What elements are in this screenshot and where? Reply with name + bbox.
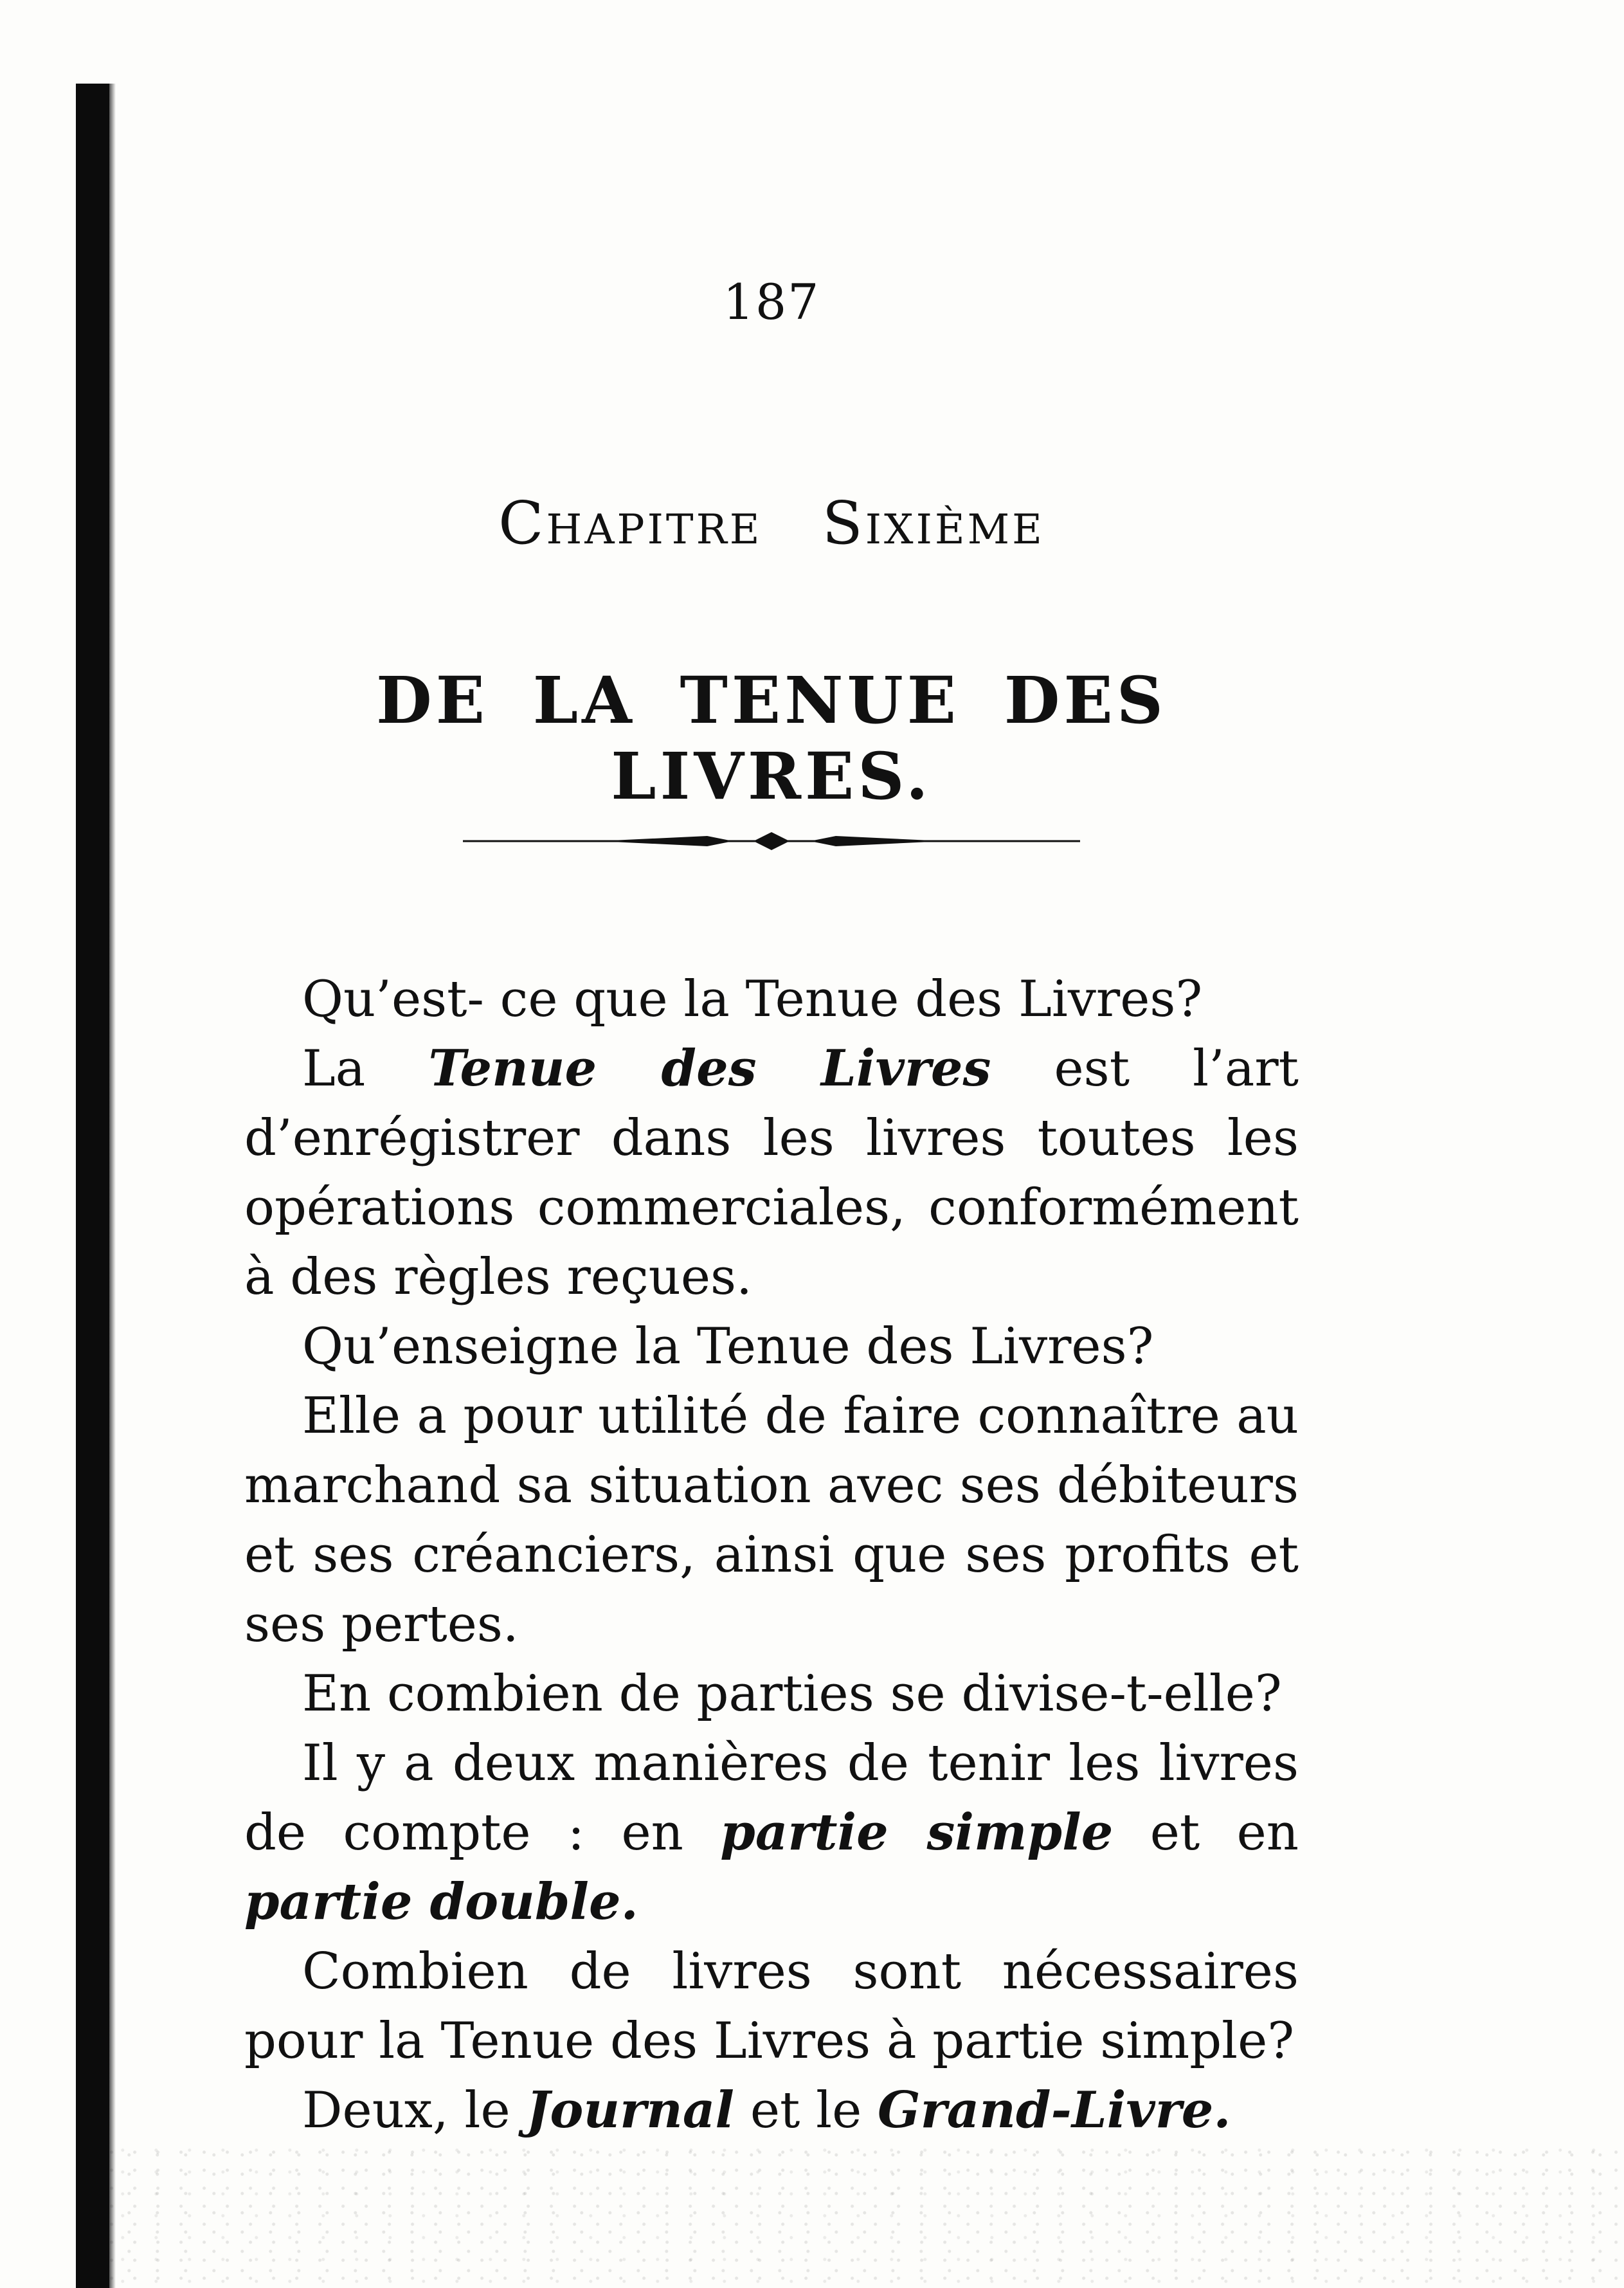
paragraph-4: [244, 1381, 1299, 1659]
paragraph-6-text-2: et en: [1113, 1804, 1299, 1862]
book-spine-shadow: [76, 84, 109, 2288]
paragraph-3: [244, 1312, 1299, 1381]
paragraph-2-italic-term: Tenue des Livres: [428, 1039, 991, 1098]
paragraph-2: [244, 1034, 1299, 1312]
paragraph-8-italic-term-2: Grand-Livre.: [878, 2081, 1231, 2139]
paragraph-8-text-2: et le: [734, 2082, 878, 2139]
chapter-title: DE LA TENUE DES LIVRES.: [376, 662, 1167, 814]
paragraph-8-text-1: Deux, le: [302, 2082, 527, 2139]
paragraph-5: [244, 1659, 1299, 1729]
paragraph-2-text-2: est l’art d’enrégistrer dans les livres toutes les opérations commerciales, conformément à des règles reçues.: [244, 1040, 1299, 1306]
spine-edge-shadow: [109, 84, 116, 2288]
paragraph-1: [244, 965, 1299, 1034]
paragraph-6-italic-term-2: partie double.: [244, 1873, 638, 1931]
paragraph-6-text-1: Il y a deux manières de tenir les livres de compte : en: [244, 1734, 1299, 1862]
page-number: 187: [723, 273, 820, 331]
paragraph-3-text: Qu’enseigne la Tenue des Livres?: [302, 1318, 1154, 1376]
paragraph-5-text: En combien de parties se divise-t-elle?: [302, 1665, 1282, 1723]
chapter-heading: Chapitre Sixième: [498, 489, 1045, 558]
paragraph-7: [244, 1937, 1299, 2076]
decorative-rule-ornament: [463, 822, 1080, 860]
paragraph-2-text-1: La: [302, 1040, 429, 1098]
paragraph-8-italic-term-1: Journal: [526, 2081, 735, 2139]
body-text: [244, 965, 1299, 2145]
paragraph-7-text: Combien de livres sont nécessaires pour la Tenue des Livres à partie simple?: [244, 1943, 1299, 2070]
paragraph-4-text: Elle a pour utilité de faire connaître au marchand sa situation avec ses débiteurs et ses créanciers, ainsi que ses profits et ses pertes.: [244, 1387, 1299, 1653]
paragraph-1-text: Qu’est- ce que la Tenue des Livres?: [302, 970, 1203, 1028]
page-content: [244, 0, 1299, 2288]
paragraph-6-italic-term-1: partie simple: [720, 1803, 1114, 1862]
paragraph-8: [244, 2076, 1299, 2145]
paragraph-6: [244, 1729, 1299, 1937]
